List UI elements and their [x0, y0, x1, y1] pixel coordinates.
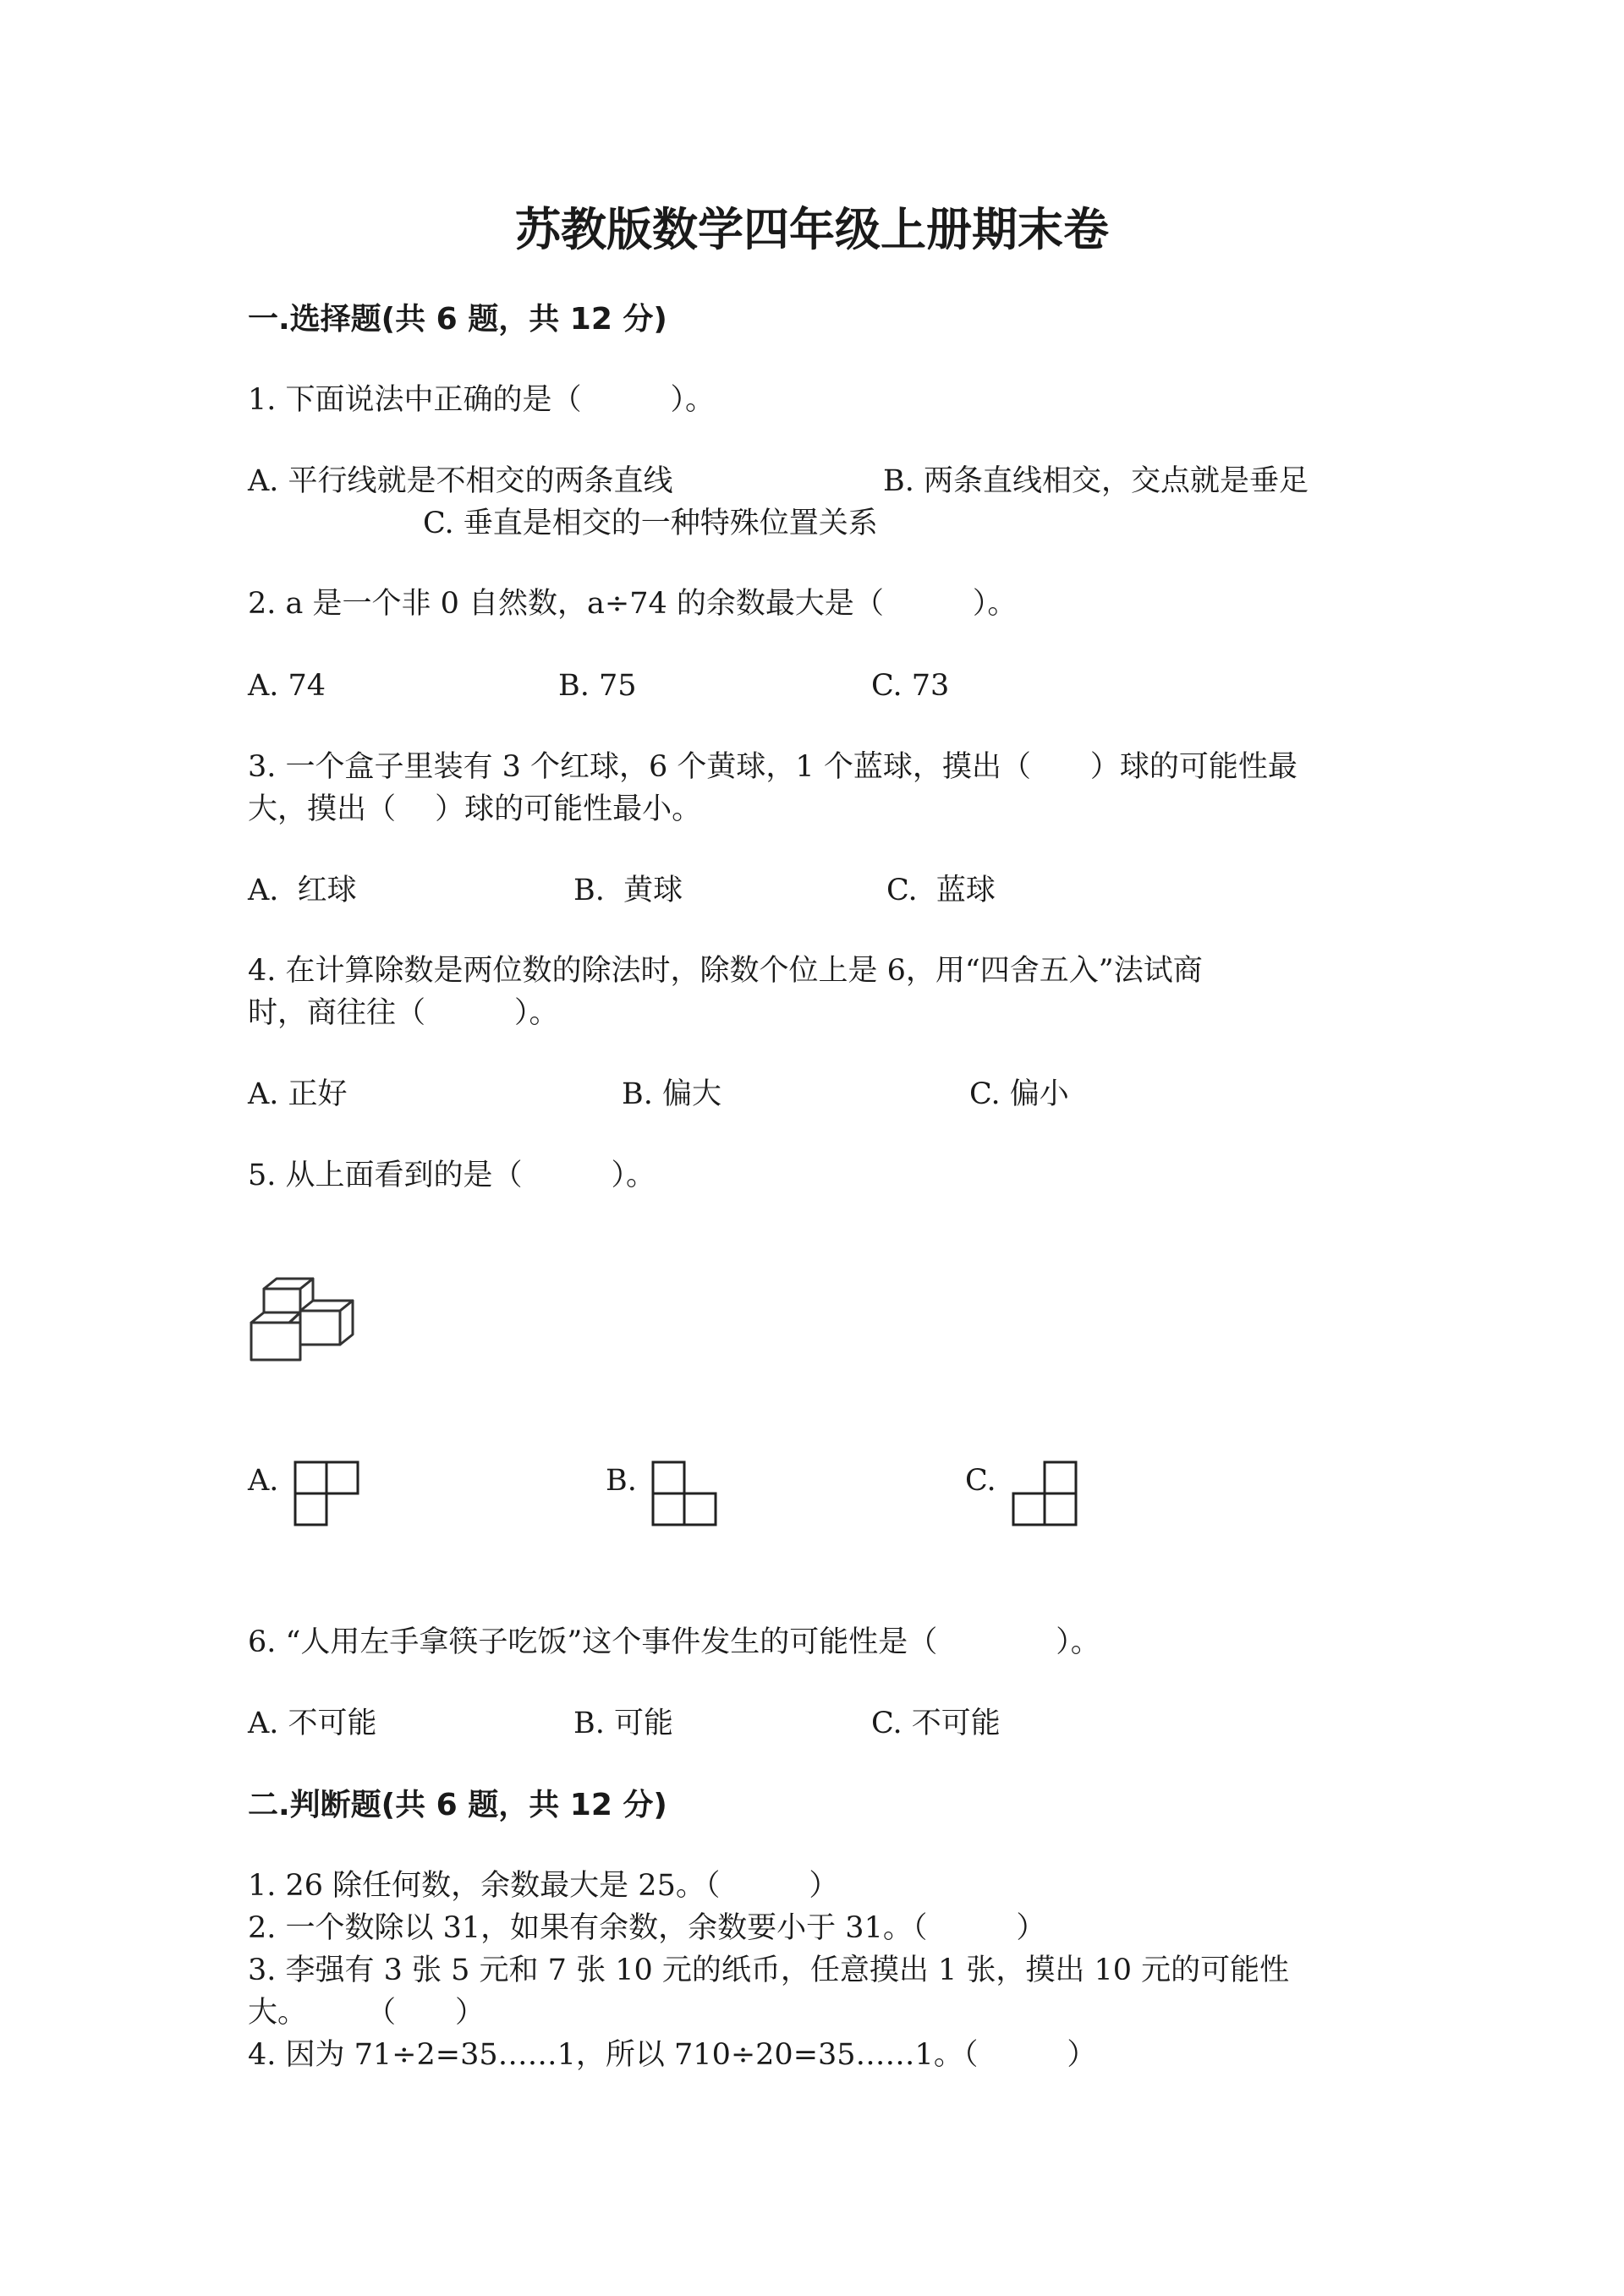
question-5-option-a: A.: [248, 1464, 279, 1498]
question-4-option-b: B. 偏大: [622, 1077, 721, 1111]
question-6-option-a: A. 不可能: [248, 1707, 377, 1740]
question-4-text-line1: 4. 在计算除数是两位数的除法时，除数个位上是 6，用“四舍五入”法试商: [248, 954, 1203, 988]
question-2-option-a: A. 74: [248, 669, 326, 703]
question-4-option-a: A. 正好: [248, 1077, 348, 1111]
judgement-item-2: 2. 一个数除以 31，如果有余数，余数要小于 31。（ ）: [248, 1911, 1046, 1945]
option-c-view-figure: [1012, 1460, 1079, 1528]
judgement-item-3-line1: 3. 李强有 3 张 5 元和 7 张 10 元的纸币，任意摸出 1 张，摸出 10 元的可能性: [248, 1954, 1290, 1987]
question-5-option-b: B.: [606, 1464, 637, 1498]
question-3-text-line1: 3. 一个盒子里装有 3 个红球，6 个黄球，1 个蓝球，摸出（ ）球的可能性最: [248, 750, 1298, 784]
question-1-option-c: C. 垂直是相交的一种特殊位置关系: [423, 507, 878, 540]
document-title: 苏教版数学四年级上册期末卷: [515, 203, 1109, 256]
question-5-text: 5. 从上面看到的是（ ）。: [248, 1159, 656, 1192]
question-5-option-c: C.: [965, 1464, 996, 1498]
question-2-text: 2. a 是一个非 0 自然数，a÷74 的余数最大是（ ）。: [248, 587, 1018, 621]
question-4-option-c: C. 偏小: [969, 1077, 1069, 1111]
question-4-text-line2: 时，商往往（ ）。: [248, 996, 559, 1030]
question-1-option-b: B. 两条直线相交，交点就是垂足: [883, 464, 1309, 498]
question-3-option-c: C. 蓝球: [886, 874, 996, 907]
option-b-view-figure: [651, 1460, 719, 1528]
question-2-option-b: B. 75: [558, 669, 637, 703]
judgement-item-4: 4. 因为 71÷2=35……1，所以 710÷20=35……1。（ ）: [248, 2038, 1097, 2072]
judgement-item-3-line2: 大。 （ ）: [248, 1996, 486, 2030]
question-1-option-a: A. 平行线就是不相交的两条直线: [248, 464, 673, 498]
question-3-option-b: B. 黄球: [573, 874, 683, 907]
question-3-text-line2: 大，摸出（ ）球的可能性最小。: [248, 792, 702, 826]
question-2-option-c: C. 73: [871, 669, 950, 703]
question-6-option-b: B. 可能: [573, 1707, 673, 1740]
judgement-item-1: 1. 26 除任何数，余数最大是 25。（ ）: [248, 1869, 839, 1903]
question-1-text: 1. 下面说法中正确的是（ ）。: [248, 383, 716, 417]
section-heading-judgement: 二.判断题(共 6 题，共 12 分): [248, 1788, 667, 1822]
cube-stack-figure: [247, 1269, 365, 1363]
question-3-option-a: A. 红球: [248, 874, 357, 907]
section-heading-choice: 一.选择题(共 6 题，共 12 分): [248, 302, 667, 337]
question-6-option-c: C. 不可能: [871, 1707, 1001, 1740]
option-a-view-figure: [294, 1460, 361, 1528]
question-6-text: 6. “人用左手拿筷子吃饭”这个事件发生的可能性是（ ）。: [248, 1625, 1100, 1659]
